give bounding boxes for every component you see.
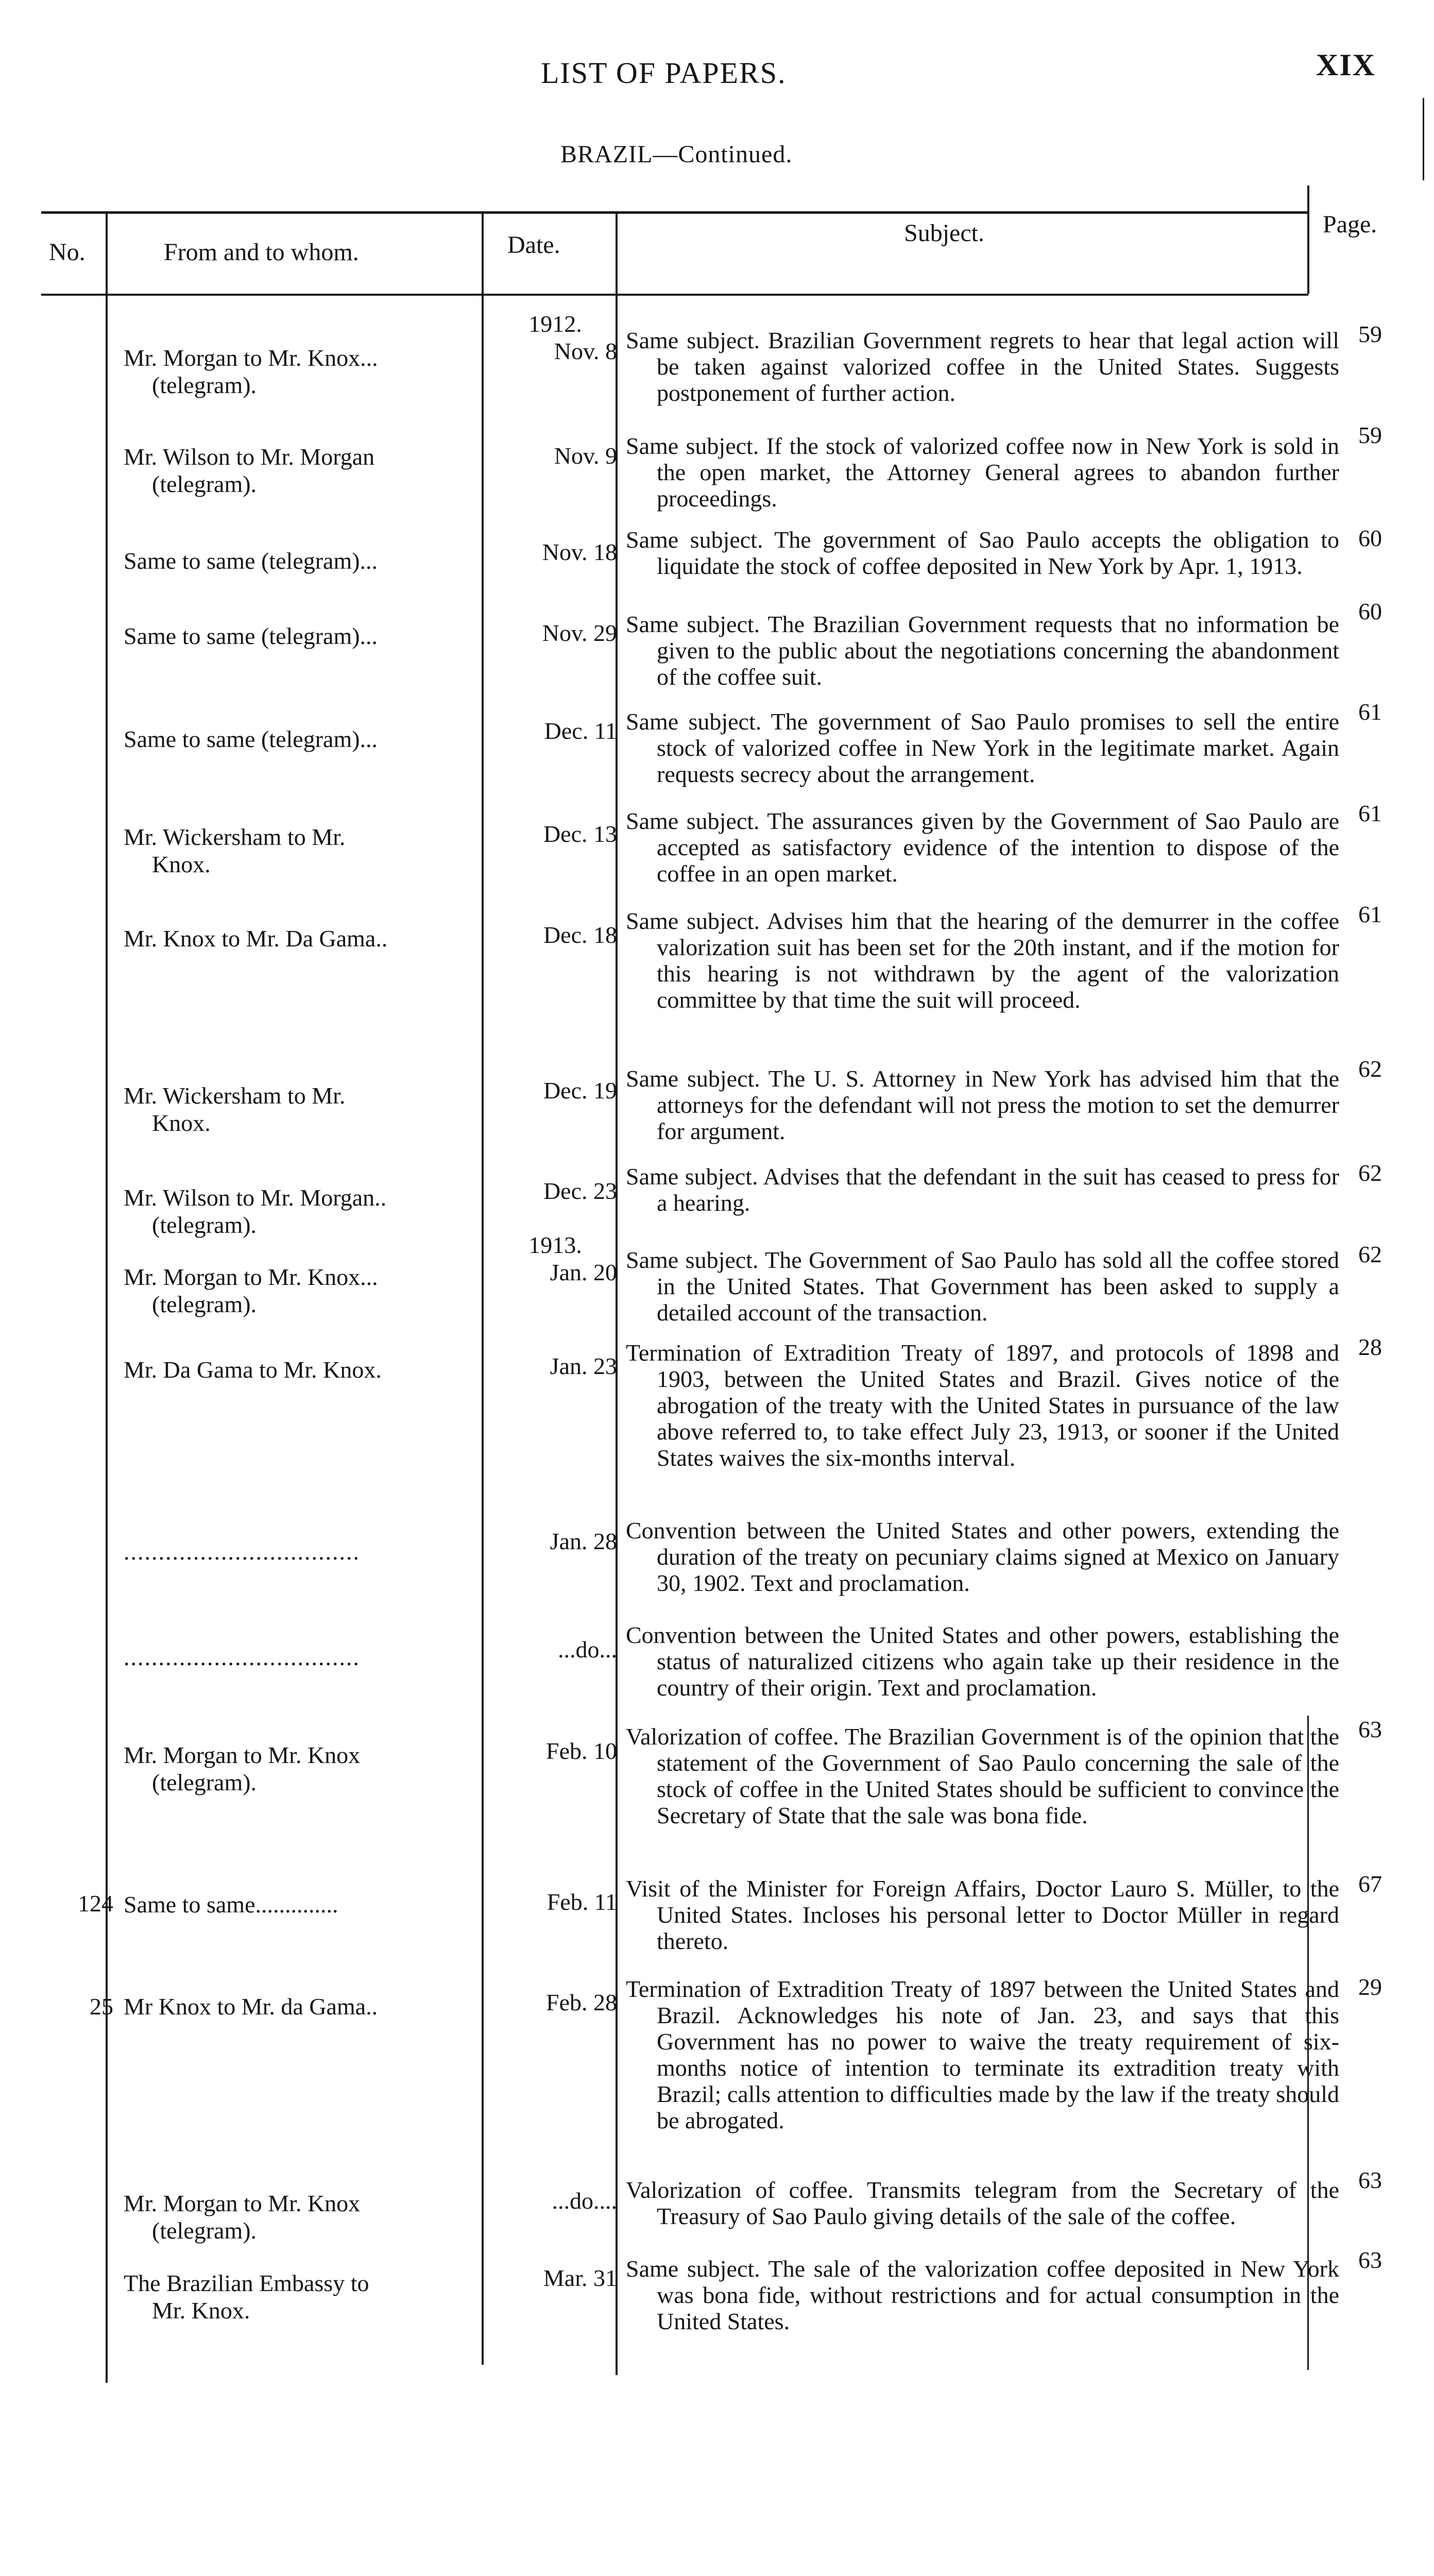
table-row-subject: Same subject. The Government of Sao Paulo has sold all the coffee stored in the United States. That Government has been asked to supply a detailed account of the transaction.: [626, 1247, 1339, 1326]
table-row-from: Mr. Morgan to Mr. Knox (telegram).: [124, 2190, 361, 2244]
table-row-subject: Convention between the United States and other powers, establishing the status of naturalized citizens who again take up their residence in the country of their origin. Text and proclamation.: [626, 1622, 1339, 1701]
table-row-date: Dec. 11: [544, 718, 617, 744]
table-row-date: Dec. 19: [543, 1077, 617, 1104]
table-row-page: 63: [1358, 1716, 1382, 1742]
page-edge-rule: [1423, 98, 1424, 180]
table-row-subject: Same subject. The government of Sao Paulo accepts the obligation to liquidate the stock of coffee deposited in New York by Apr. 1, 1913.: [626, 527, 1339, 579]
table-row-page: 59: [1358, 321, 1382, 347]
table-row-from: Mr. Morgan to Mr. Knox... (telegram).: [124, 345, 378, 398]
table-row-subject: Same subject. Advises him that the hearing of the demurrer in the coffee valorization suit has been set for the 20th instant, and if the motion for this hearing is not withdrawn by the agent of the valorization committee by that time the suit will proceed.: [626, 908, 1339, 1013]
column-header-from: From and to whom.: [164, 239, 359, 266]
table-row-from: Mr. Knox to Mr. Da Gama..: [124, 925, 388, 952]
table-row-subject: Valorization of coffee. The Brazilian Government is of the opinion that the statement of the Government of Sao Paulo concerning the sale of the stock of coffee in the United States should be sufficient to convince the Secretary of State that the sale was bona fide.: [626, 1723, 1339, 1828]
table-row-subject: Valorization of coffee. Transmits telegram from the Secretary of the Treasury of Sao Paulo giving details of the sale of the coffee.: [626, 2177, 1339, 2229]
column-divider-from: [482, 211, 484, 2365]
table-row-subject: Same subject. The sale of the valorization coffee deposited in New York was bona fide, without restrictions and for actual consumption in the United States.: [626, 2256, 1339, 2334]
table-row-subject: Same subject. Advises that the defendant in the suit has ceased to press for a hearing.: [626, 1163, 1339, 1216]
table-row-from: Mr. Morgan to Mr. Knox (telegram).: [124, 1742, 361, 1795]
table-row-subject: Same subject. The government of Sao Paulo promises to sell the entire stock of valorized coffee in New York in the legitimate market. Again requests secrecy about the arrangement.: [626, 708, 1339, 787]
table-row-subject: Termination of Extradition Treaty of 1897 between the United States and Brazil. Acknowledges his note of Jan. 23, and says that this Government has no power to waive the treaty requirement of six-months notice of intention to terminate its extradition treaty with Brazil; calls attention to difficulties made by the law if the treaty should be abrogated.: [626, 1976, 1339, 2133]
table-row-page: 62: [1358, 1241, 1382, 1267]
table-row-from: Mr. Da Gama to Mr. Knox.: [124, 1357, 382, 1383]
table-row-date: ...do....: [552, 2188, 617, 2214]
table-row-date: Jan. 28: [550, 1528, 617, 1554]
table-row-from: Same to same..............: [124, 1891, 338, 1918]
table-row-from: Same to same (telegram)...: [124, 623, 378, 649]
table-row-number: 124: [78, 1890, 113, 1917]
column-header-date: Date.: [507, 231, 560, 259]
table-row-page: 61: [1358, 800, 1382, 826]
table-row-subject: Same subject. The Brazilian Government requests that no information be given to the public about the negotiations concerning the abandonment of the coffee suit.: [626, 611, 1339, 690]
table-row-from: Mr. Morgan to Mr. Knox... (telegram).: [124, 1264, 378, 1317]
table-row-subject: Termination of Extradition Treaty of 1897, and protocols of 1898 and 1903, between the United States and Brazil. Gives notice of the abrogation of the treaty with the United States in pursuance of the law above referred to, to take effect July 23, 1913, or sooner if the United States waives the six-months interval.: [626, 1340, 1339, 1471]
table-row-page: 63: [1358, 2167, 1382, 2193]
table-row-page: 63: [1358, 2247, 1382, 2273]
table-row-subject: Same subject. Brazilian Government regrets to hear that legal action will be taken against valorized coffee in the United States. Suggests postponement of further action.: [626, 327, 1339, 406]
table-row-from: Mr. Wilson to Mr. Morgan (telegram).: [124, 444, 375, 497]
section-title: BRAZIL—Continued.: [560, 141, 793, 168]
table-row-date: Dec. 18: [543, 922, 617, 948]
table-row-from: ..................................: [124, 1538, 360, 1565]
table-row-from: Mr Knox to Mr. da Gama..: [124, 1993, 378, 2020]
header-bottom-rule: [41, 294, 1308, 296]
column-header-page: Page.: [1323, 211, 1377, 238]
column-header-no: No.: [49, 239, 86, 266]
column-header-subject: Subject.: [904, 219, 984, 247]
page-number: XIX: [1316, 48, 1376, 82]
table-row-page: 29: [1358, 1974, 1382, 2000]
table-row-page: 60: [1358, 598, 1382, 624]
table-row-from: The Brazilian Embassy to Mr. Knox.: [124, 2270, 369, 2324]
table-row-date: 1912. Nov. 8: [528, 311, 617, 364]
table-row-page: 62: [1358, 1160, 1382, 1186]
column-divider-subject: [1307, 185, 1309, 294]
table-row-number: 25: [90, 1993, 113, 2020]
table-row-from: Mr. Wilson to Mr. Morgan.. (telegram).: [124, 1184, 387, 1238]
table-row-date: 1913. Jan. 20: [528, 1232, 617, 1285]
table-row-from: Same to same (telegram)...: [124, 726, 378, 752]
table-row-page: 61: [1358, 901, 1382, 927]
table-row-from: Mr. Wickersham to Mr. Knox.: [124, 1082, 346, 1136]
table-row-date: Feb. 10: [546, 1738, 617, 1764]
table-row-page: 60: [1358, 525, 1382, 551]
table-row-subject: Same subject. The U. S. Attorney in New York has advised him that the attorneys for the defendant will not press the motion to set the demurrer for argument.: [626, 1065, 1339, 1144]
table-row-date: Nov. 9: [554, 443, 617, 469]
table-row-date: Nov. 18: [542, 539, 617, 565]
table-row-date: Feb. 11: [547, 1889, 617, 1915]
table-row-date: Dec. 13: [543, 821, 617, 847]
table-row-page: 61: [1358, 699, 1382, 725]
page-title: LIST OF PAPERS.: [541, 56, 787, 90]
table-top-rule: [41, 211, 1308, 214]
table-row-from: Mr. Wickersham to Mr. Knox.: [124, 824, 346, 877]
table-row-date: Nov. 29: [542, 620, 617, 646]
table-row-subject: Convention between the United States and other powers, extending the duration of the treaty on pecuniary claims signed at Mexico on January 30, 1902. Text and proclamation.: [626, 1517, 1339, 1596]
table-row-date: ...do...: [558, 1636, 617, 1663]
table-row-page: 67: [1358, 1871, 1382, 1897]
table-row-page: 28: [1358, 1334, 1382, 1360]
table-row-from: Same to same (telegram)...: [124, 548, 378, 574]
table-row-date: Feb. 28: [546, 1989, 617, 2015]
column-divider-no: [106, 211, 108, 2383]
table-row-date: Jan. 23: [550, 1353, 617, 1379]
table-row-subject: Visit of the Minister for Foreign Affairs, Doctor Lauro S. Müller, to the United States. Incloses his personal letter to Doctor Müller in regard thereto.: [626, 1875, 1339, 1954]
table-row-subject: Same subject. The assurances given by the Government of Sao Paulo are accepted as satisfactory evidence of the intention to dispose of the coffee in an open market.: [626, 808, 1339, 887]
table-row-date: Mar. 31: [543, 2265, 617, 2291]
table-row-from: ..................................: [124, 1644, 360, 1670]
table-row-date: Dec. 23: [543, 1178, 617, 1204]
table-row-page: 59: [1358, 422, 1382, 448]
table-row-page: 62: [1358, 1056, 1382, 1082]
table-row-subject: Same subject. If the stock of valorized coffee now in New York is sold in the open market, the Attorney General agrees to abandon further proceedings.: [626, 433, 1339, 512]
column-divider-date: [616, 211, 618, 2375]
